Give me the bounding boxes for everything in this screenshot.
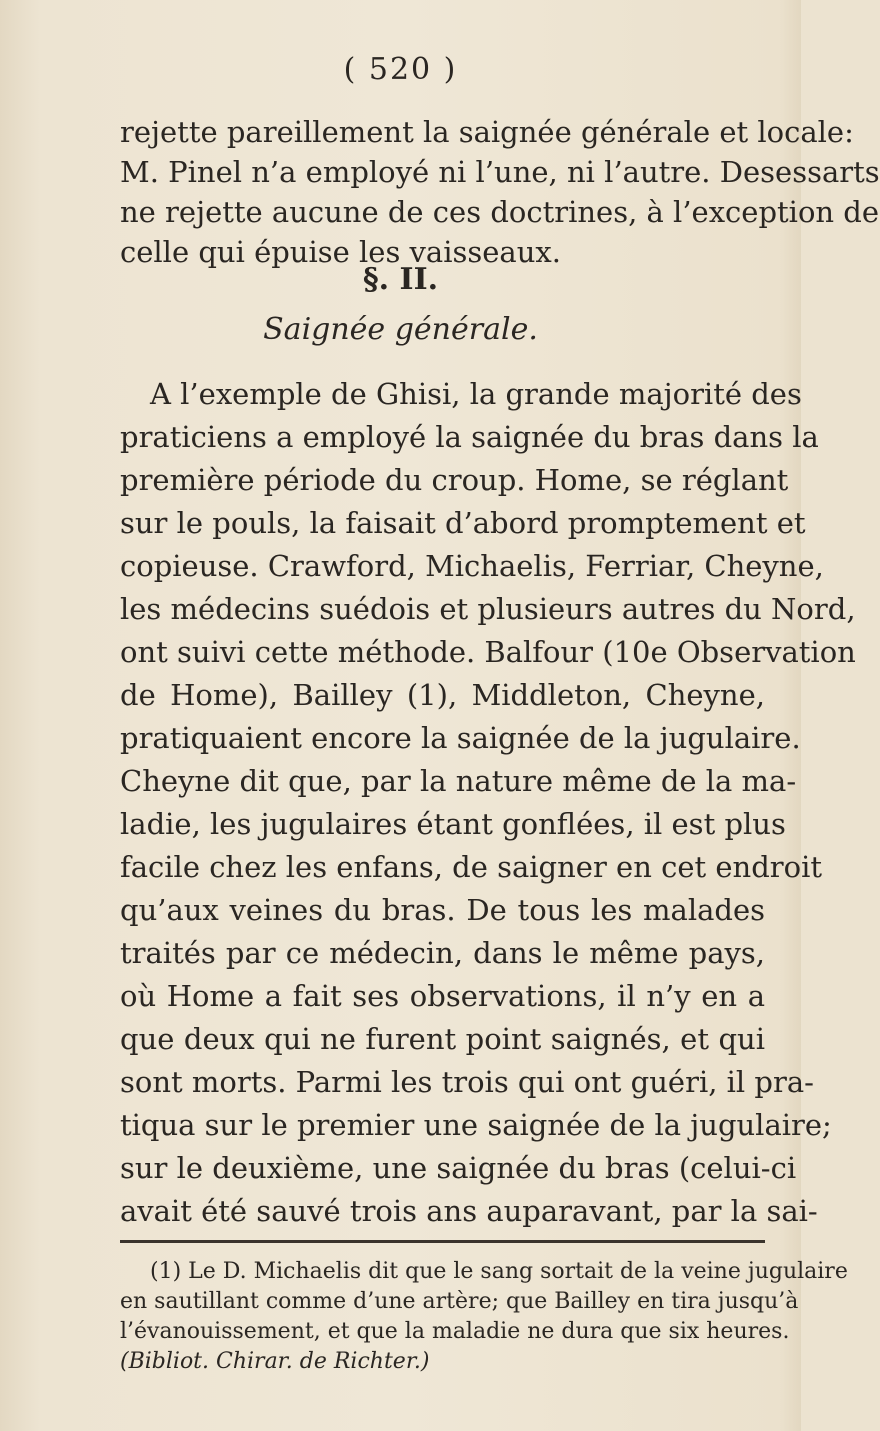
- paragraph-line: sur le pouls, la faisait d’abord promptement et: [120, 506, 806, 540]
- paragraph-line: ladie, les jugulaires étant gonflées, il est plus: [120, 807, 786, 841]
- paragraph-line: sont morts. Parmi les trois qui ont guéri, il pra-: [120, 1065, 814, 1099]
- text-line: rejette pareillement la saignée générale et locale:: [120, 115, 854, 149]
- paragraph-line: que deux qui ne furent point saignés, et qui: [120, 1022, 765, 1056]
- paragraph-line: ont suivi cette méthode. Balfour (10e Observation: [120, 635, 856, 669]
- section-number: §. II.: [362, 262, 439, 297]
- paragraph-line: Cheyne dit que, par la nature même de la ma-: [120, 764, 797, 798]
- paragraph-line: les médecins suédois et plusieurs autres du Nord,: [120, 592, 856, 626]
- text-line: celle qui épuise les vaisseaux.: [120, 235, 561, 269]
- paragraph-line: où Home a fait ses observations, il n’y en a: [120, 979, 765, 1013]
- paragraph-line: copieuse. Crawford, Michaelis, Ferriar, Cheyne,: [120, 549, 824, 583]
- paragraph-line: A l’exemple de Ghisi, la grande majorité des: [150, 377, 802, 411]
- paragraph-line: facile chez les enfans, de saigner en cet endroit: [120, 850, 823, 884]
- text-line: M. Pinel n’a employé ni l’une, ni l’autre. Desessarts: [120, 155, 880, 189]
- paragraph-line: avait été sauvé trois ans auparavant, par la sai-: [120, 1194, 818, 1228]
- paragraph-line: de Home), Bailley (1), Middleton, Cheyne,: [120, 678, 765, 712]
- paragraph-line: sur le deuxième, une saignée du bras (celui-ci: [120, 1151, 797, 1185]
- section-title: Saignée générale.: [263, 312, 538, 347]
- paragraph-line: praticiens a employé la saignée du bras dans la: [120, 420, 819, 454]
- text-line: ne rejette aucune de ces doctrines, à l’exception de: [120, 195, 880, 229]
- paragraph-line: première période du croup. Home, se réglant: [120, 463, 789, 497]
- footnote-line: en sautillant comme d’une artère; que Bailley en tira jusqu’à: [120, 1289, 799, 1314]
- paragraph-line: tiqua sur le premier une saignée de la jugulaire;: [120, 1108, 832, 1142]
- footnote-line: (Bibliot. Chirar. de Richter.): [120, 1349, 430, 1374]
- footnote-line: l’évanouissement, et que la maladie ne dura que six heures.: [120, 1319, 790, 1344]
- paragraph-line: traités par ce médecin, dans le même pays,: [120, 936, 765, 970]
- paragraph-line: pratiquaient encore la saignée de la jugulaire.: [120, 721, 801, 755]
- footnote-divider: [120, 1240, 765, 1243]
- page-number: ( 520 ): [343, 52, 458, 87]
- paragraph-line: qu’aux veines du bras. De tous les malades: [120, 893, 765, 927]
- footnote-line: (1) Le D. Michaelis dit que le sang sortait de la veine jugulaire: [150, 1259, 848, 1284]
